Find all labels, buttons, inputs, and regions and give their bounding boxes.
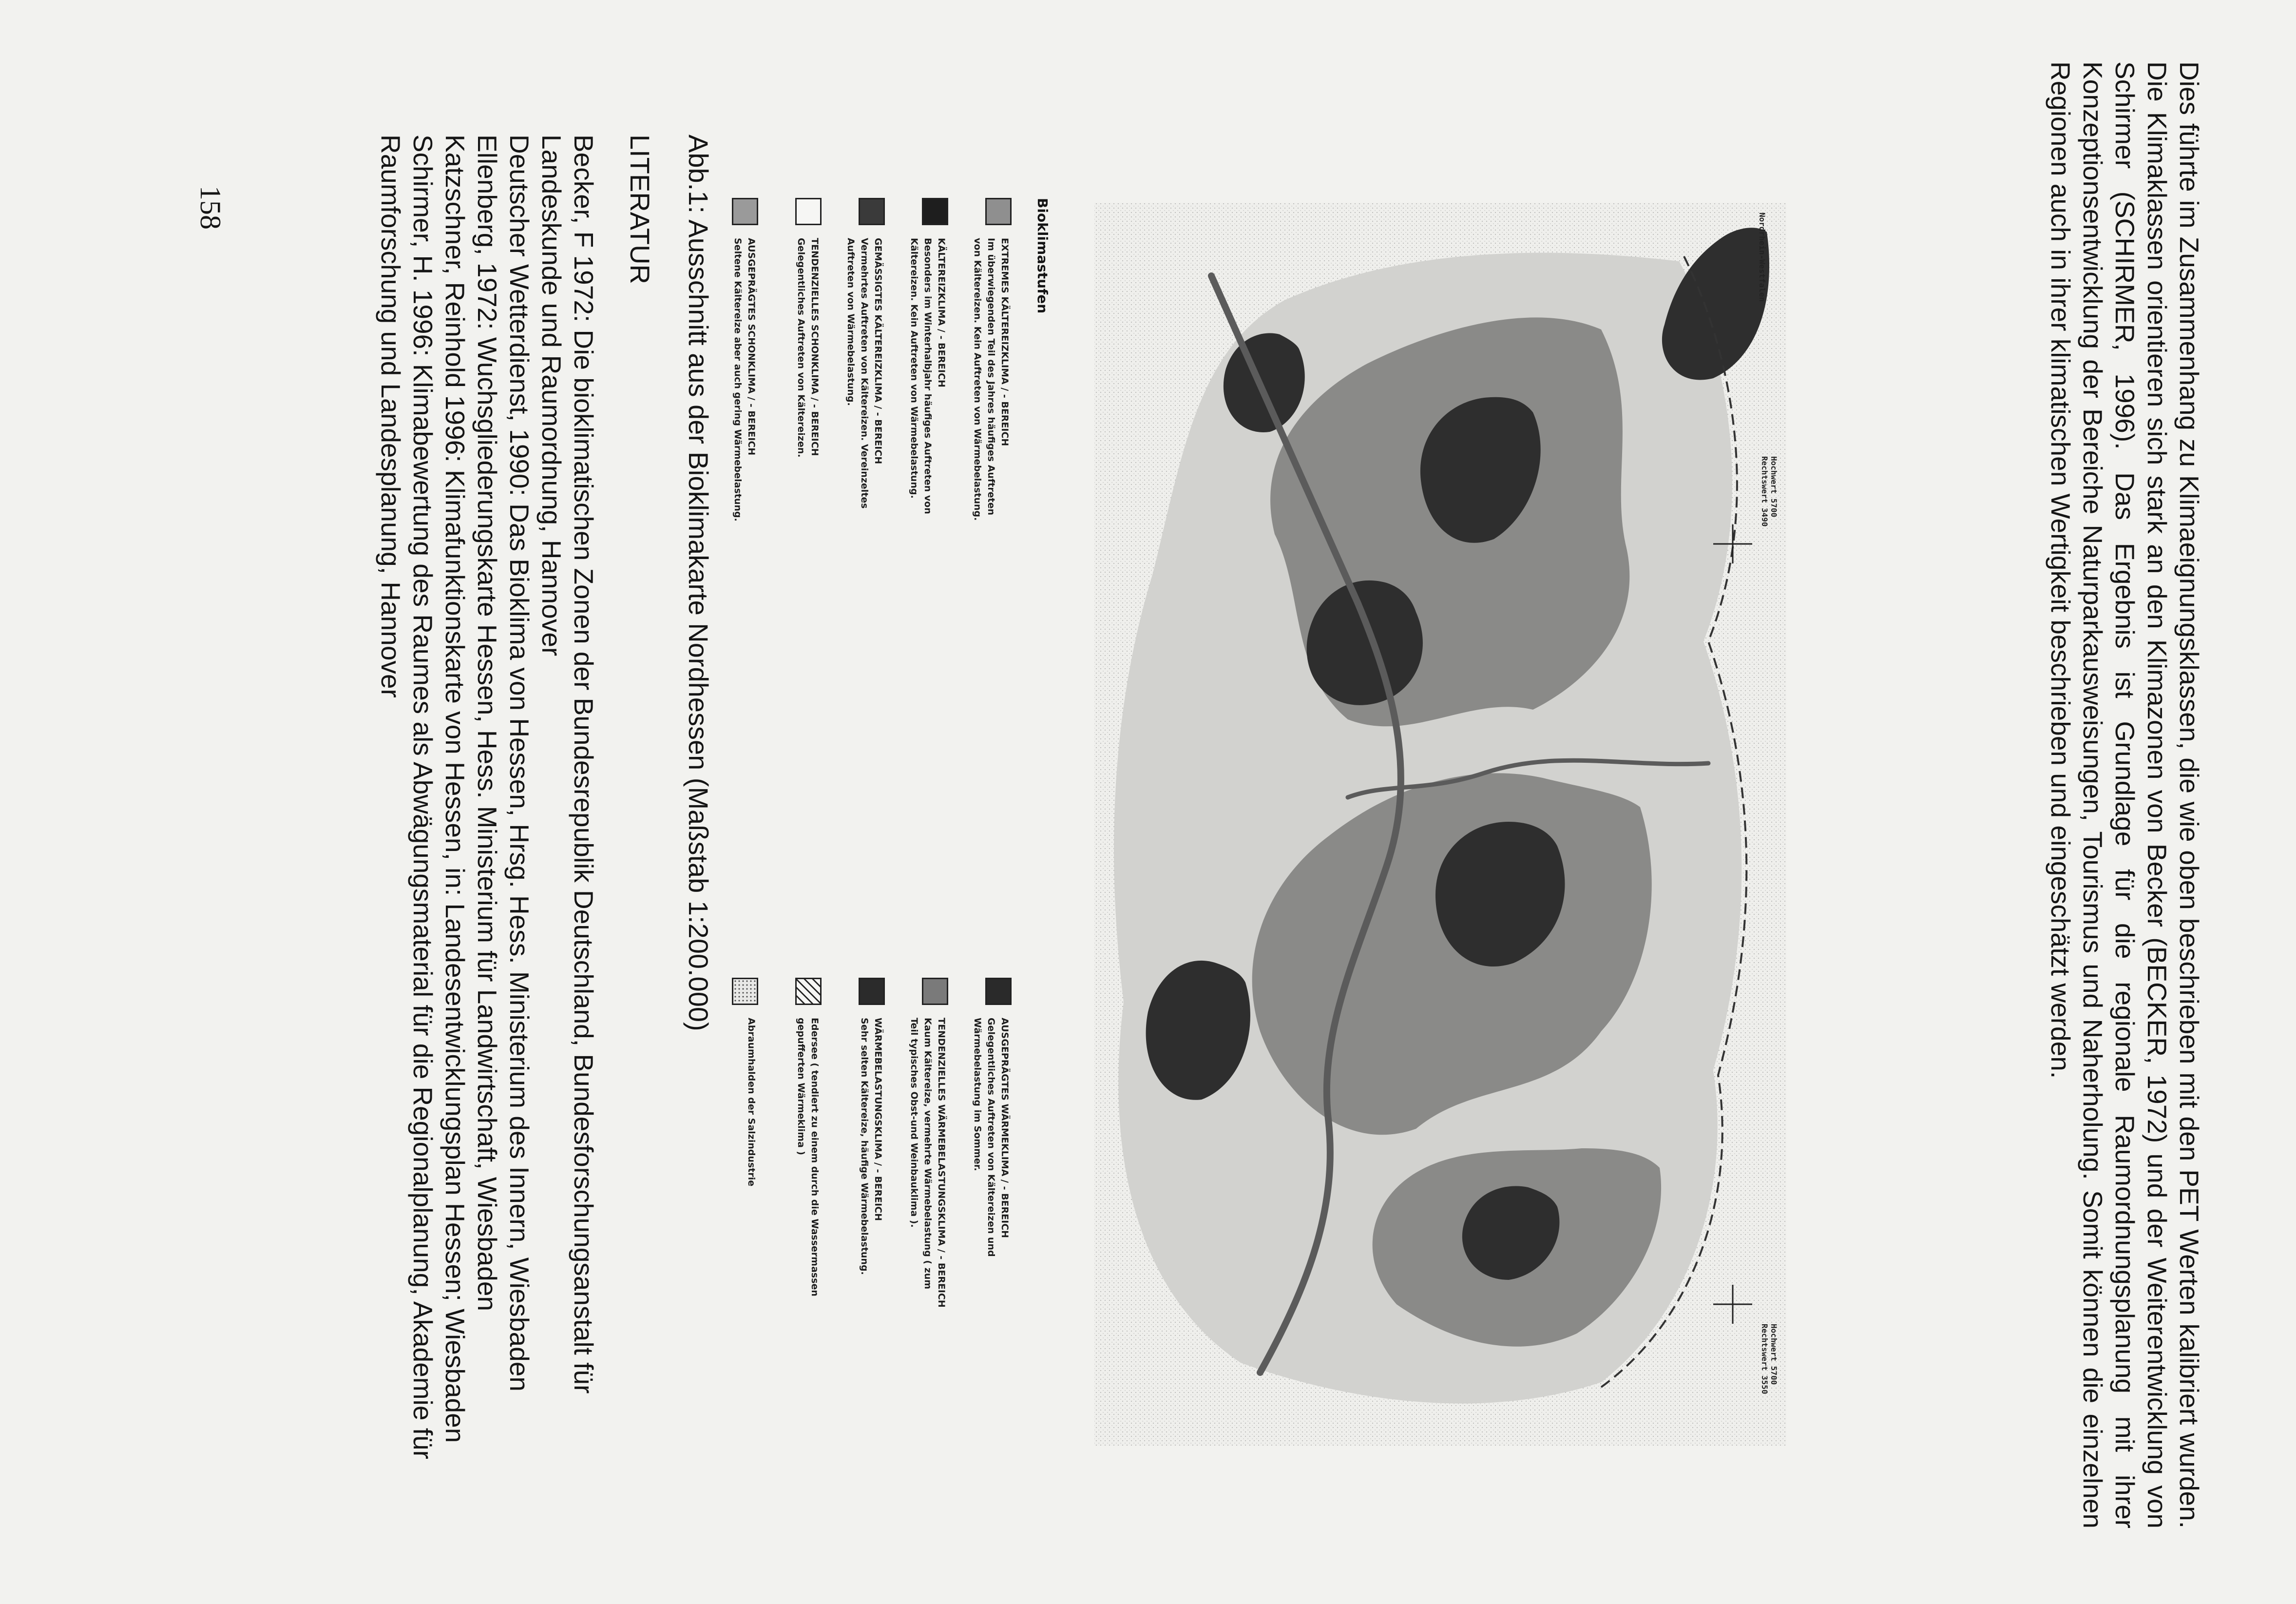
intro-paragraph: Dies führte im Zusammenhang zu Klimaeignungsklassen, die wie oben beschrieben mit den PET Werten kalibriert wurden. Die Klimaklassen orientieren sich stark an den Klimazonen von Becker (BECKER, 1972) und der Weiterentwicklung von Schirmer (SCHIRMER, 1996). Das Ergebnis ist Grundlage für die regionale Raumordnungsplanung mit ihrer Konzeptionsentwicklung der Bereiche Naturparkausweisungen, Tourismus und Naherholung. Somit können die einzelnen Regionen auch in ihrer klimatischen Wertigkeit beschrieben und eingeschätzt werden.: [2046, 61, 2204, 1528]
legend-item: [695, 978, 758, 1563]
legend-item: [822, 978, 885, 1563]
legend-swatch: [795, 978, 822, 1005]
reference-list: [375, 135, 600, 1528]
legend-line1: gepufferten Wärmeklima ): [796, 1018, 806, 1156]
reference-item: Becker, F 1972: Die bioklimatischen Zonen der Bundesrepublik Deutschland, Bundesforschungsanstalt für Landeskunde und Raumordnung, Hannover: [536, 135, 599, 1394]
legend-text: [971, 238, 1012, 784]
legend-line2: Kältereizen. Kein Auftreten von Wärmebelastung.: [909, 238, 919, 499]
map-graphic: [1094, 203, 1786, 1446]
legend-swatch: [922, 198, 948, 225]
legend-item: [822, 198, 885, 783]
legend-title: GEMÄSSIGTES KÄLTEREIZKLIMA / - BEREICH: [873, 238, 883, 464]
legend-line1: Seltene Kältereize aber auch gering Wärmebelastung.: [732, 238, 743, 522]
legend-line1: Besonders im Winterhalbjahr häufiges Auftreten von: [922, 238, 933, 514]
legend-line2: von Kältereizen. Kein Auftreten von Wärmebelastung.: [972, 238, 983, 521]
legend-title: EXTREMES KÄLTEREIZKLIMA / - BEREICH: [999, 238, 1010, 446]
legend-line2: Auftreten von Wärmebelastung.: [845, 238, 856, 406]
legend-text: [794, 1018, 822, 1564]
legend-line1: Kaum Kältereize, vermehrte Wärmebelastung ( zum: [922, 1018, 933, 1290]
legend-text: [971, 1018, 1012, 1564]
legend-text: [907, 238, 948, 784]
hochwert-label-left: Hochwert 5700: [1769, 456, 1779, 518]
legend-swatch: [732, 978, 758, 1005]
legend-title: WÄRMEBELASTUNGSKLIMA / - BEREICH: [873, 1018, 883, 1221]
legend-title: TENDENZIELLES SCHONKLIMA / - BEREICH: [809, 238, 820, 456]
legend-swatch: [985, 978, 1012, 1005]
legend-title: AUSGEPRÄGTES SCHONKLIMA / - BEREICH: [746, 238, 757, 456]
page-number: 158: [194, 186, 227, 230]
legend-swatch: [859, 978, 885, 1005]
legend-swatch: [985, 198, 1012, 225]
map-region-label: Nordrhein-Westfalen: [1758, 213, 1767, 302]
legend-title: TENDENZIELLES WÄRMEBELASTUNGSKLIMA / - BEREICH: [936, 1018, 947, 1308]
reference-item: Deutscher Wetterdienst, 1990: Das Bioklima von Hessen, Hrsg. Hess. Ministerium des Innern, Wiesbaden: [504, 135, 535, 1391]
legend-text: [858, 1018, 885, 1564]
reference-item: Schirmer, H. 1996: Klimabewertung des Raumes als Abwägungsmaterial für die Regionalplanung, Akademie für Raumforschung und Landesplanung, Hannover: [376, 135, 438, 1459]
legend-text: [794, 238, 822, 784]
legend-title: Bioklimastufen: [1034, 198, 1051, 314]
legend-item: [948, 198, 1012, 783]
legend-title: Edersee ( tendiert zu einem durch die Wassermassen: [809, 1018, 820, 1296]
legend-line1: Vermehrtes Auftreten von Kältereizen. Vereinzeltes: [859, 238, 870, 509]
figure-caption: Abb.1: Ausschnitt aus der Bioklimakarte Nordhessen (Maßstab 1:200.000): [683, 135, 714, 1031]
legend-item: [885, 198, 948, 783]
legend-line1: Sehr selten Kältereize, häufige Wärmebelastung.: [859, 1018, 870, 1275]
legend-line1: Gelegentliches Auftreten von Kältereizen und: [986, 1018, 996, 1257]
legend-item: [758, 198, 822, 783]
document-page: [47, 27, 2249, 1577]
bioclimate-map: [1094, 203, 1786, 1446]
rechtswert-label-left: Rechtswert 3490: [1760, 456, 1769, 527]
legend-line2: Teil typisches Obst-und Weinbauklima ).: [909, 1018, 919, 1228]
hochwert-label-right: Hochwert 5700: [1769, 1324, 1779, 1385]
legend-text: [745, 1018, 758, 1564]
legend-swatch: [795, 198, 822, 225]
reference-item: Ellenberg, 1972: Wuchsgliederungskarte Hessen, Hess. Ministerium für Landwirtschaft, Wiesbaden: [472, 135, 502, 1312]
legend-swatch: [859, 198, 885, 225]
legend-text: [731, 238, 758, 784]
legend-line1: Gelegentliches Auftreten von Kältereizen.: [796, 238, 806, 458]
legend-line1: Im überwiegenden Teil des Jahres häufiges Auftreten: [986, 238, 996, 516]
legend-swatch: [922, 978, 948, 1005]
legend-text: [907, 1018, 948, 1564]
rechtswert-label-right: Rechtswert 3550: [1760, 1324, 1769, 1394]
coordinate-label-right: [1760, 1324, 1779, 1441]
legend-item: [948, 978, 1012, 1563]
legend-title: Abraumhalden der Salzindustrie: [746, 1018, 757, 1187]
legend-swatch: [732, 198, 758, 225]
legend-text: [844, 238, 885, 784]
legend-title: KÄLTEREIZKLIMA / - BEREICH: [936, 238, 947, 387]
legend-item: [758, 978, 822, 1563]
legend-item: [885, 978, 948, 1563]
coordinate-label-left: [1760, 456, 1779, 612]
reference-item: Katzschner, Reinhold 1996: Klimafunktionskarte von Hessen, in: Landesentwicklungsplan Hessen; Wiesbaden: [440, 135, 470, 1443]
literature-heading: LITERATUR: [625, 135, 655, 284]
legend-title: AUSGEPRÄGTES WÄRMEKLIMA / - BEREICH: [999, 1018, 1010, 1238]
legend-line2: Wärmebelastung im Sommer.: [972, 1018, 983, 1171]
